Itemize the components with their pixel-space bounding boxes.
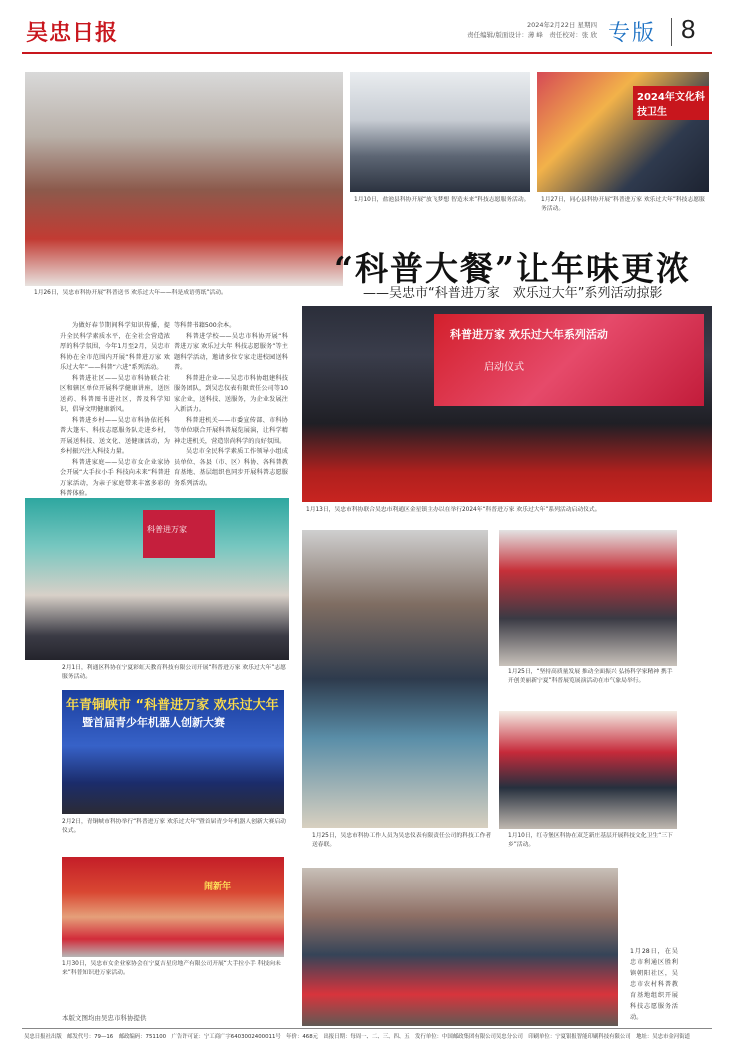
newspaper-logo: 吴忠日报: [26, 20, 119, 46]
section-label: 专版: [608, 21, 657, 46]
photo-sign-text: 科普进万家: [147, 525, 187, 534]
page-number: 8: [681, 14, 696, 44]
paragraph: 科普进社区——吴忠市科协联合社区和辖区单位开展科学健康讲座，送医送药、科普图书进社区，普及科学知识，倡导文明健康新风。: [60, 374, 170, 413]
paragraph: 为做好春节期间科学知识传播，提升全民科学素质水平，在全社会营造浓厚的科学氛围，今年1月至2月，吴忠市科协在全市范围内开展“科普进万家 欢乐过大年”——科普“六进”系列活动。: [60, 322, 170, 371]
photo-launch-ceremony: [302, 306, 712, 502]
stage-subtitle: 暨首届青少年机器人创新大赛: [82, 716, 225, 729]
photo-yanchi-classroom: [350, 72, 530, 192]
masthead-info: [467, 20, 597, 40]
masthead-divider: [671, 18, 672, 46]
caption-tongxin: 1月27日，同心县科协开展“科普进万家 欢乐过大年”科技志愿服务活动。: [541, 197, 705, 212]
caption-launch-ceremony: 1月13日，吴忠市科协联合吴忠市利通区金星镇主办以在举行2024年“科普进万家 欢乐过大年”系列活动启动仪式。: [306, 507, 601, 513]
photo-meteorology-exhibition: [499, 530, 677, 666]
photo-rainbow-school: [25, 498, 289, 660]
caption-couplets: 1月25日，吴忠市科协工作人员为吴忠仪表有限责任公司的科技工作者送春联。: [312, 833, 492, 848]
photo-banner: 2024年文化科技卫生: [633, 86, 709, 120]
masthead-rule: [22, 52, 712, 54]
caption-womens-association: 1月30日，吴忠市女企业家协会在宁夏吉星房地产有限公司开展“大手拉小手 科技向未来”科普知识进万家活动。: [62, 961, 281, 976]
photo-credit-note: 本版文图均由吴忠市科协提供: [62, 1014, 147, 1022]
publication-footer: 吴忠日报社出版 邮发代号：79—16 邮政编码：751100 广告许可证：宁工商广字6403002400011号 年价：468元 出报日期：每周一、二、三、四、五 发行单位：中国邮政集团有限公司吴忠分公司 印刷单位：宁夏银报智能印刷科技有限公司 地址：吴忠市金河街道: [24, 1034, 690, 1040]
photo-tongxin-event: [537, 72, 709, 192]
editor-credits: 责任编辑/版面设计：薄 峰 责任校对：张 欣: [467, 31, 597, 39]
article-subheadline: ——吴忠市“科普进万家 欢乐过大年”系列活动掠影: [363, 286, 663, 301]
issue-date: 2024年2月22日 星期四: [526, 21, 597, 29]
article-column-1: [60, 321, 170, 500]
paragraph: 科普进机关——市委宣传部、市科协等单位联合开展科普展览展演，让科学精神走进机关，营造崇尚科学的良好氛围。: [174, 416, 288, 445]
paragraph: 科普进企业——吴忠市科协组建科技服务团队，到吴忠仪表有限责任公司等10家企业，送科技、送服务，为企业发展注入新活力。: [174, 374, 288, 413]
photo-couplets: [302, 530, 488, 828]
caption-community: 1月28日，在吴忠市利通区胜利镇朝阳社区，吴忠市农村科普教育基地组织开展科技志愿服务活动。: [630, 948, 678, 1021]
photo-community-group: [302, 868, 618, 1026]
caption-yanchi: 1月10日，盐池县科协开展“放飞梦想 智造未来”科技志愿服务活动。: [354, 197, 530, 203]
stage-banner-title: 科普进万家 欢乐过大年系列活动: [450, 328, 608, 341]
caption-robot-contest: 2月2日，青铜峡市科协举行“科普进万家 欢乐过大年”暨首届青少年机器人创新大赛启动仪式。: [62, 819, 286, 834]
paragraph: 吴忠市全民科学素质工作领导小组成员单位、各县（市、区）科协、各科普教育基地、基层组织也同步开展科普志愿服务系列活动。: [174, 448, 288, 487]
photo-paper-cutting-event: [25, 72, 343, 286]
photo-womens-association: [62, 857, 284, 957]
article-column-2: [174, 321, 288, 489]
paragraph: 科普进学校——吴忠市科协开展“科普进万家 欢乐过大年 科技志愿服务”等主题科学活动，邀请多位专家走进校园送科普。: [174, 332, 288, 371]
caption-meteorology: 1月25日，“坚持高质量发展 推动全面振兴 弘扬科学家精神 携手开创美丽新宁夏”科普展览展演活动在市气象局举行。: [508, 669, 673, 684]
caption-rainbow-school: 2月1日，利通区科协在宁夏彩虹天教育科技有限公司开展“科普进万家 欢乐过大年”志愿服务活动。: [62, 665, 286, 680]
article-headline: “科普大餐”让年味更浓: [334, 249, 691, 288]
photo-robot-contest: [62, 690, 284, 814]
stage-title: 年青铜峡市 “科普进万家 欢乐过大年: [66, 698, 279, 713]
paragraph: 科普进乡村——吴忠市科协依托科普大篷车、科技志愿服务队走进乡村，开展送科技、送文化、送健康活动，为乡村振兴注入科技力量。: [60, 416, 170, 455]
footer-rule: [22, 1028, 712, 1029]
stage-banner-subtitle: 启动仪式: [484, 362, 524, 373]
caption-countryside: 1月10日，红寺堡区科协在双芝新庄基层开展科技文化卫生“三下乡”活动。: [508, 833, 673, 848]
building-sign: 闹新年: [204, 882, 232, 892]
photo-countryside-service: [499, 711, 677, 829]
caption-paper-cutting: 1月26日，吴忠市科协开展“科普送书 欢乐过大年——科是成语剪纸”活动。: [34, 290, 227, 296]
paragraph: 等科普书籍500余本。: [174, 322, 236, 329]
paragraph: 科普进家庭——吴忠市女企业家协会开展“大手拉小手 科技向未来”科普进万家活动，为亲子家庭带来丰富多彩的科普体验。: [60, 458, 170, 497]
